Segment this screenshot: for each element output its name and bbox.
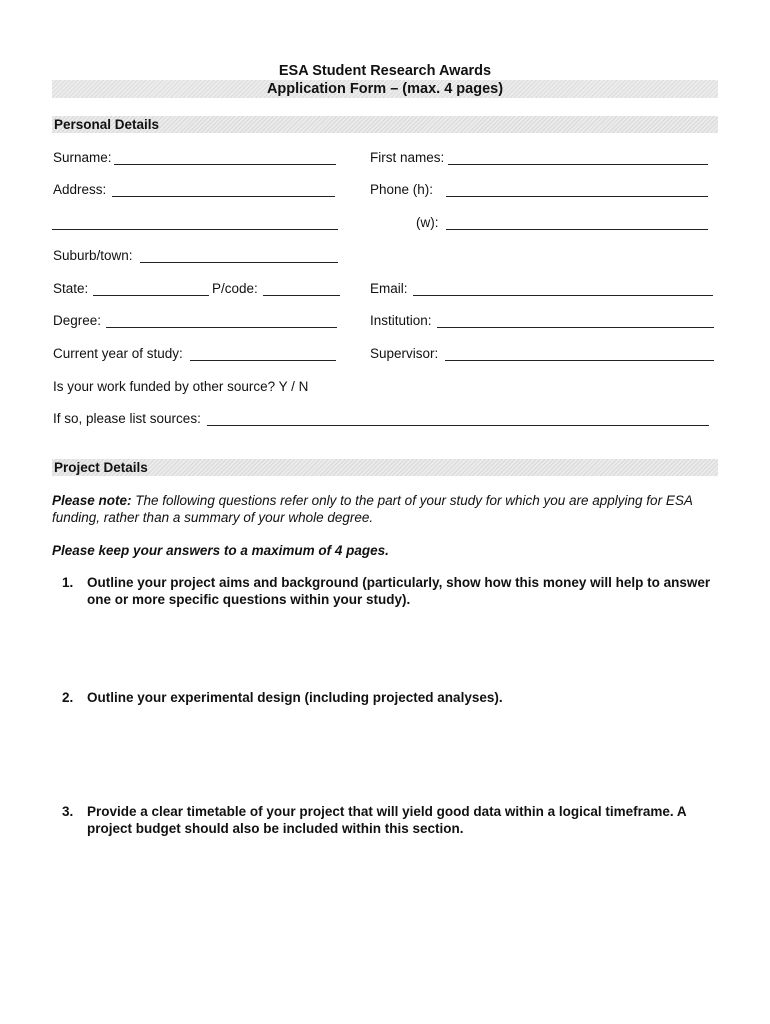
question-3: [62, 803, 712, 837]
postcode-field[interactable]: [263, 295, 340, 296]
degree-label: Degree:: [53, 313, 102, 328]
address-field-line-1[interactable]: [112, 196, 335, 197]
please-note-text: The following questions refer only to the part of your study for which you are applying for ESA funding, rather than a summary of your whole degree.: [52, 493, 693, 525]
form-subtitle: Application Form – (max. 4 pages): [52, 80, 718, 98]
institution-field[interactable]: [437, 327, 714, 328]
surname-field[interactable]: [114, 164, 336, 165]
form-title: ESA Student Research Awards: [278, 63, 492, 79]
answer-limit-note: [52, 542, 718, 559]
project-details-heading: Project Details: [52, 459, 718, 476]
please-note-label: Please note:: [52, 493, 132, 508]
email-field[interactable]: [413, 295, 713, 296]
year-of-study-label: Current year of study:: [53, 346, 183, 361]
sources-field[interactable]: [207, 425, 709, 426]
please-note-paragraph: [52, 492, 718, 526]
funded-question: Is your work funded by other source? Y / N: [53, 379, 309, 394]
state-label: State:: [53, 281, 89, 296]
address-field-line-2[interactable]: [52, 229, 338, 230]
first-names-label: First names:: [370, 150, 445, 165]
question-text: Outline your experimental design (including projected analyses).: [87, 690, 503, 705]
question-number: 3.: [62, 804, 74, 819]
suburb-field[interactable]: [140, 262, 338, 263]
question-2: [62, 689, 712, 706]
email-label: Email:: [370, 281, 408, 296]
surname-label: Surname:: [53, 150, 112, 165]
personal-details-heading: Personal Details: [52, 116, 718, 133]
postcode-label: P/code:: [212, 281, 258, 296]
supervisor-field[interactable]: [445, 360, 714, 361]
degree-field[interactable]: [106, 327, 337, 328]
phone-work-field[interactable]: [446, 229, 708, 230]
state-field[interactable]: [93, 295, 209, 296]
answer-limit-text: Please keep your answers to a maximum of 4 pages.: [52, 543, 389, 558]
sources-label: If so, please list sources:: [53, 411, 201, 426]
address-label: Address:: [53, 182, 107, 197]
question-text: Provide a clear timetable of your project that will yield good data within a logical timeframe. A project budget should also be included within this section.: [87, 804, 687, 836]
first-names-field[interactable]: [448, 164, 708, 165]
supervisor-label: Supervisor:: [370, 346, 439, 361]
phone-home-label: Phone (h):: [370, 182, 434, 197]
phone-work-label: (w):: [416, 215, 439, 230]
year-of-study-field[interactable]: [190, 360, 336, 361]
phone-home-field[interactable]: [446, 196, 708, 197]
question-number: 1.: [62, 575, 74, 590]
institution-label: Institution:: [370, 313, 432, 328]
suburb-label: Suburb/town:: [53, 248, 133, 263]
question-1: [62, 574, 712, 608]
question-text: Outline your project aims and background (particularly, show how this money will help to answer one or more specific questions within your study).: [87, 575, 711, 607]
question-number: 2.: [62, 690, 74, 705]
